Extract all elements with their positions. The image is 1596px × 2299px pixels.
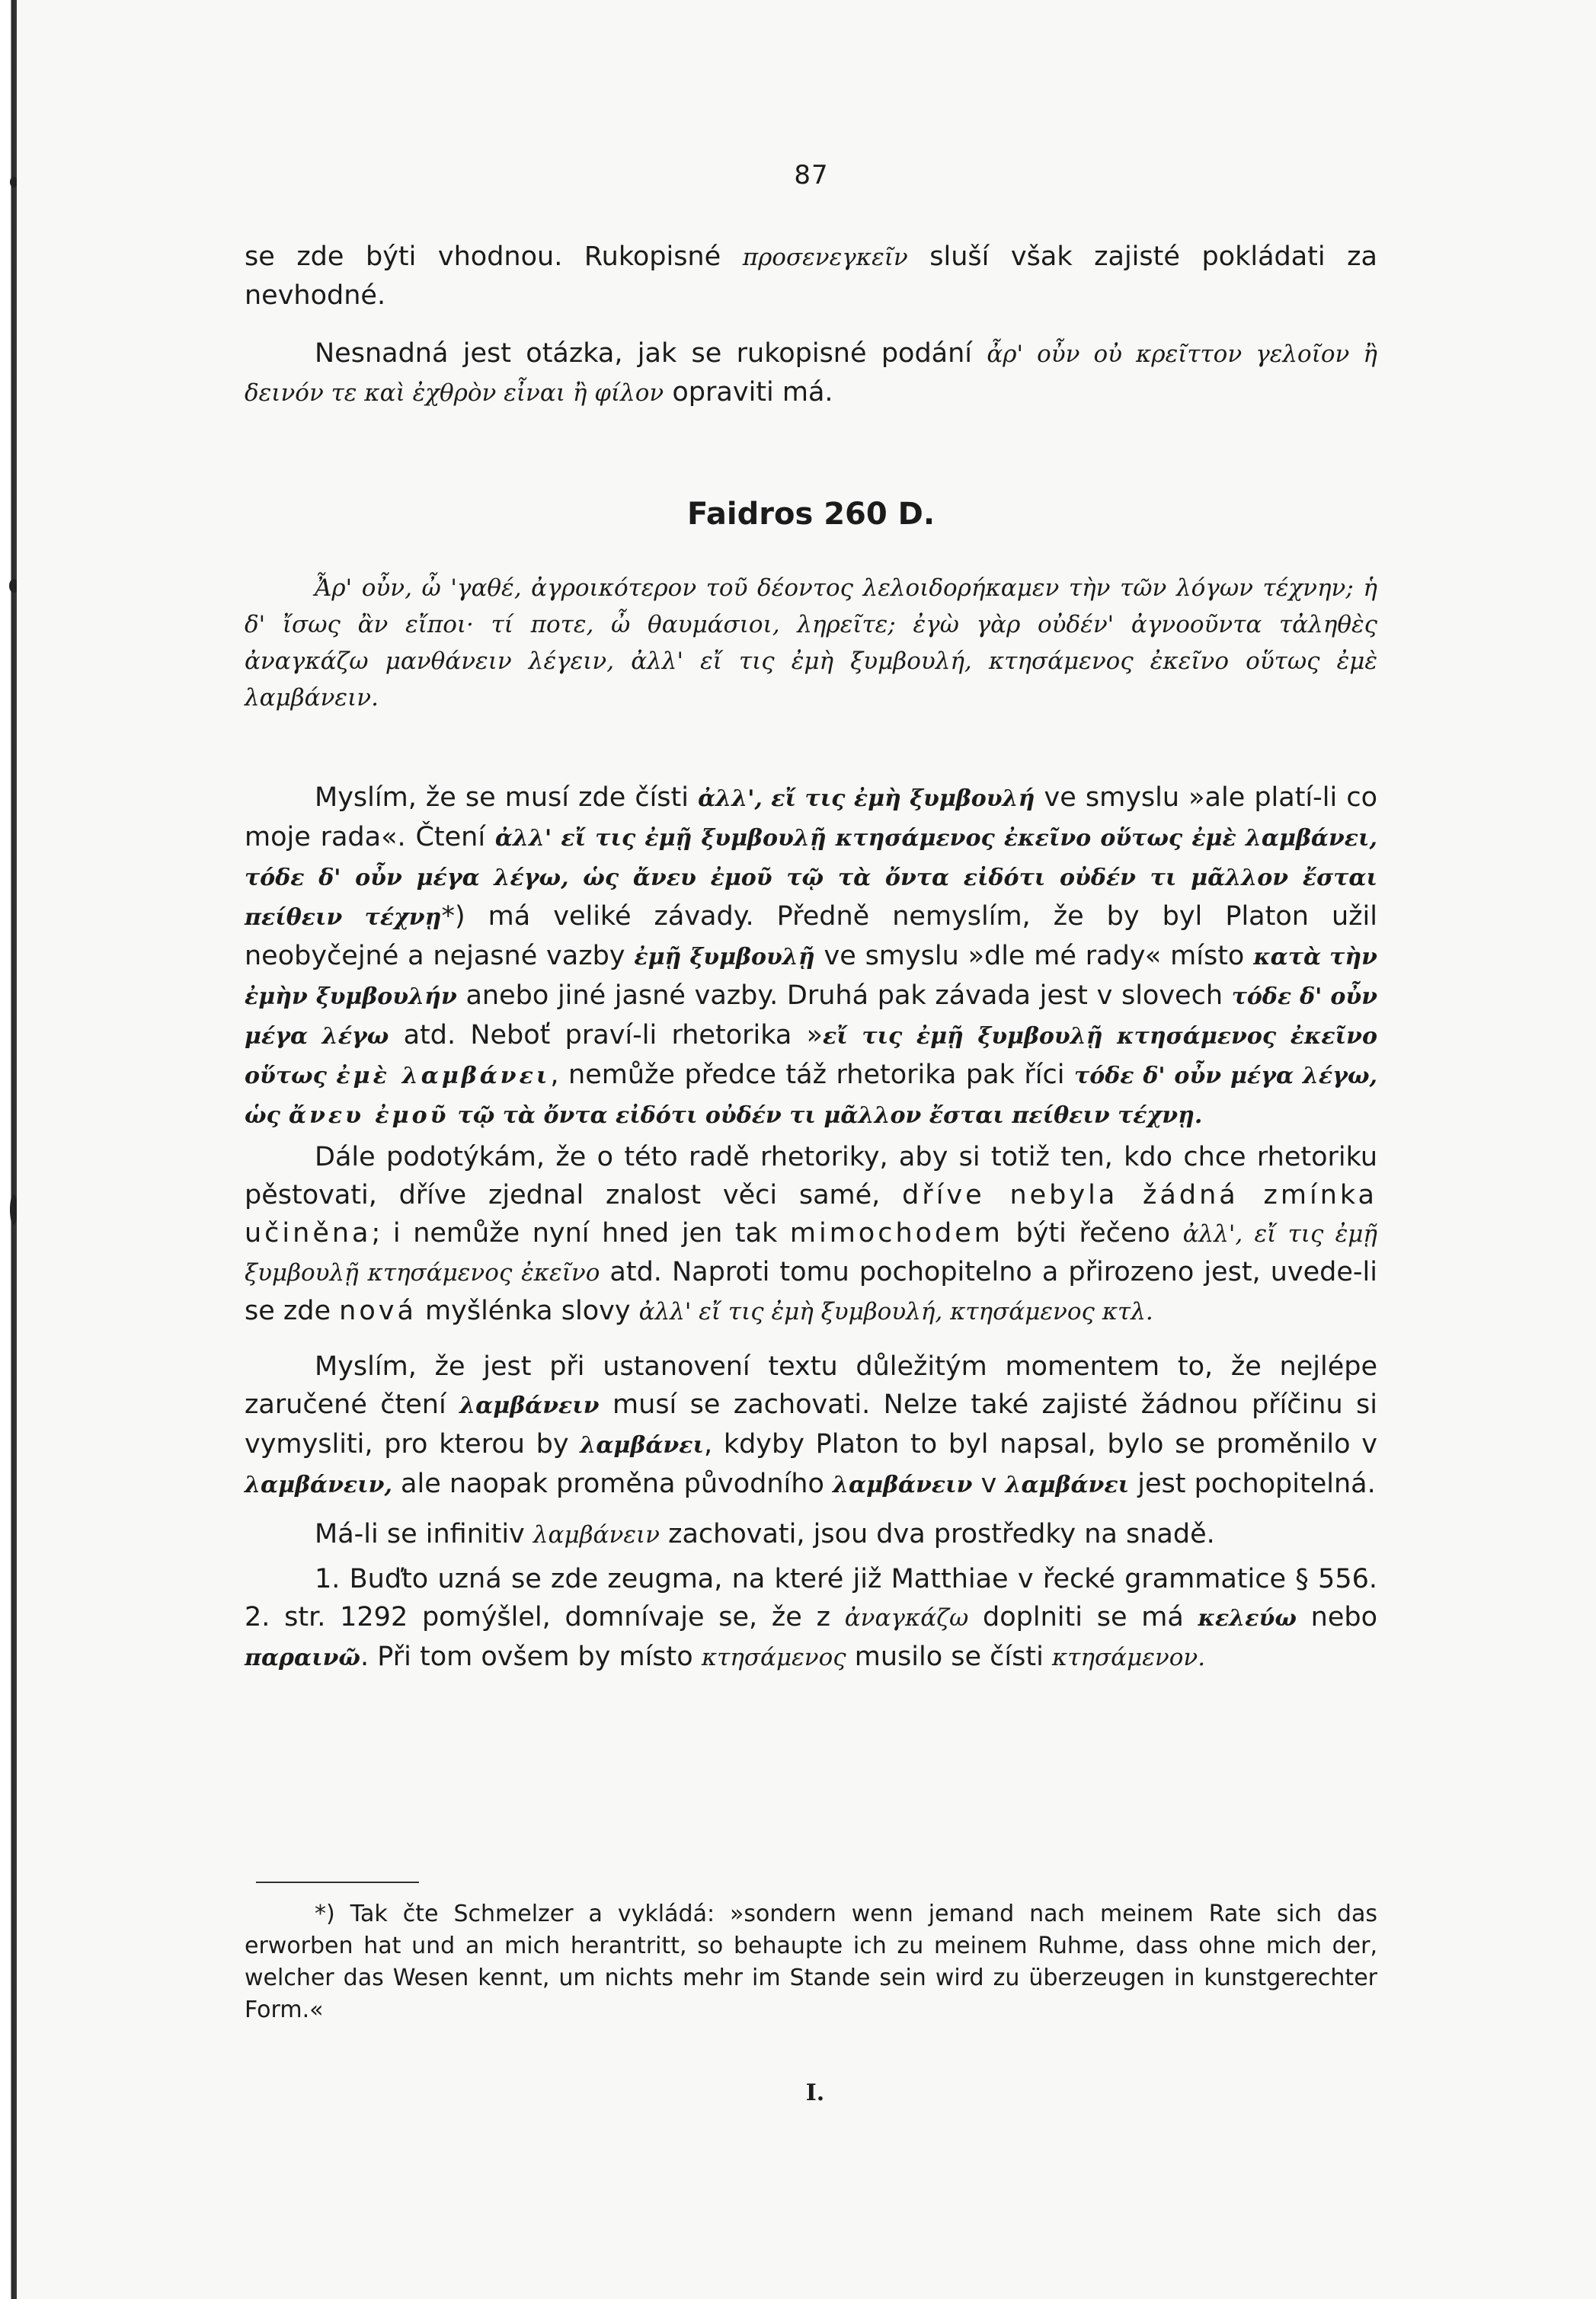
greek-phrase-spaced: ἐμὲ λαμβάνει [336, 1063, 551, 1089]
greek-phrase: ἀλλ', εἴ τις ἐμῇ ξυμβουλῇ κτησάμενος ἐκεῖνο [245, 1220, 1378, 1287]
text-run: opraviti má. [664, 377, 833, 408]
greek-phrase: ἐμῇ ξυμβουλῇ [634, 944, 815, 970]
text-run: . Při tom ovšem by místo [360, 1642, 702, 1672]
text-run: musí se zachovati. Nelze také zajisté žádnou příčinu si vymysliti, pro kterou by [245, 1389, 1377, 1460]
greek-phrase-spaced: ἄνευ ἐμοῦ [288, 1102, 449, 1129]
text-run: anebo jiné jasné vazby. Druhá pak závada jest v slovech [456, 980, 1232, 1011]
greek-phrase: τόδε δ' οὖν μέγα λέγω [245, 983, 1378, 1050]
paragraph [245, 238, 1377, 315]
greek-phrase: ἆρ' οὖν οὐ κρεῖττον γελοῖον ἢ δεινόν τε καὶ ἐχθρὸν εἶναι ἢ φίλον [245, 341, 1377, 407]
emphasis-spaced: dříve nebyla žádná zmínka učiněna [245, 1180, 1377, 1249]
text-run: myšlénka slovy [416, 1296, 639, 1326]
greek-phrase: ἀλλ', εἴ τις ἐμὴ ξυμβουλή [698, 785, 1035, 812]
greek-phrase: λαμβάνει [580, 1432, 704, 1459]
text-run: Nesnadná jest otázka, jak se rukopisné podání [315, 338, 987, 369]
body-text [245, 779, 1377, 1677]
greek-quotation [245, 570, 1377, 716]
greek-phrase: κελεύω [1198, 1605, 1297, 1632]
text-run: jest pochopitelná. [1129, 1469, 1376, 1499]
emphasis-spaced: nová [339, 1296, 417, 1326]
footnote-text: *) Tak čte Schmelzer a vykládá: »sondern wenn jemand nach meinem Rate sich das erworben hat und an mich herantritt, so behaupte ich zu meinem Ruhme, dass ohne mich der, welcher das Wesen kennt, um nichts mehr im Stande sein wird zu überzeugen in kunstgerechter Form.« [245, 1901, 1377, 2023]
greek-phrase: λαμβάνειν, [245, 1472, 392, 1498]
text-run: zachovati, jsou dva prostředky na snadě. [659, 1519, 1215, 1549]
text-run: , kdyby Platon to byl napsal, bylo se proměnilo v [703, 1429, 1377, 1460]
text-run: 1. Buďto uzná se zde zeugma, na které již Matthiae v řecké grammatice § 556. 2. str. 1292 pomýšlel, domnívaje se, že z [245, 1564, 1377, 1632]
paragraph [245, 1138, 1377, 1331]
text-run: atd. Naproti tomu pochopitelno a přirozeno jest, uvede-li se zde [245, 1257, 1377, 1326]
text-run: doplniti se má [968, 1602, 1198, 1632]
text-run: nebo [1296, 1602, 1377, 1632]
text-run: ve smyslu »ale platí-li co moje rada«. Čtení [245, 782, 1377, 852]
signature-mark: I. [805, 2080, 825, 2106]
text-run: sluší však zajisté pokládati za nevhodné. [245, 241, 1377, 311]
greek-phrase: ἀναγκάζω [844, 1604, 969, 1632]
greek-phrase: λαμβάνειν [833, 1472, 973, 1498]
paragraph [245, 779, 1377, 1135]
paragraph [245, 334, 1377, 412]
greek-phrase: παραινῶ [245, 1645, 360, 1671]
footnote [245, 1898, 1377, 2026]
text-run: ve smyslu »dle mé rady« místo [814, 941, 1254, 971]
text-run: Myslím, že jest při ustanovení textu důležitým momentem to, že nejlépe zaručené čtení [245, 1351, 1377, 1420]
text-run: atd. Neboť praví-li rhetorika » [389, 1020, 823, 1050]
greek-phrase: κατὰ τὴν ἐμὴν ξυμβουλήν [245, 944, 1377, 1010]
text-run: v [972, 1469, 1006, 1499]
greek-phrase: εἴ τις ἐμῇ ξυμβουλῇ κτησάμενος ἐκεῖνο οὕτως [245, 1023, 1378, 1089]
quotation-text: Ἆρ' οὖν, ὦ 'γαθέ, ἀγροικότερον τοῦ δέοντος λελοιδορήκαμεν τὴν τῶν λόγων τέχνην; ἡ δ' ἴσως ἂν εἴποι· τί ποτε, ὦ θαυμάσιοι, ληρεῖτε; ἐγὼ γὰρ οὐδέν' ἀγνοοῦντα τἀληθὲς ἀναγκάζω μανθάνειν λέγειν, ἀλλ' εἴ τις ἐμὴ ξυμβουλή, κτησάμενος ἐκεῖνο οὕτως ἐμὲ λαμβάνειν. [245, 574, 1377, 711]
text-run: Myslím, že se musí zde čísti [315, 782, 699, 813]
greek-phrase: κτησάμενος [701, 1644, 846, 1671]
greek-phrase: κτησάμενον. [1051, 1644, 1206, 1671]
text-run: Dále podotýkám, že o této radě rhetoriky, aby si totiž ten, kdo chce rhetoriku pěstovati, dříve zjednal znalost věci samé, [245, 1142, 1377, 1210]
text-run: ; i nemůže nyní hned jen tak [371, 1218, 790, 1249]
greek-phrase: λαμβάνει [1005, 1472, 1130, 1498]
footnote-divider [256, 1882, 419, 1883]
greek-phrase: ἀλλ' εἴ τις ἐμὴ ξυμβουλή, κτησάμενος κτλ. [638, 1298, 1153, 1325]
greek-phrase: λαμβάνειν [459, 1393, 600, 1419]
greek-phrase: λαμβάνειν [533, 1521, 660, 1549]
greek-phrase: ἀλλ' εἴ τις ἐμῇ ξυμβουλῇ κτησάμενος ἐκεῖνο οὕτως ἐμὲ λαμβάνει, τόδε δ' οὖν μέγα λέγω, ὡς ἄνευ ἐμοῦ τῷ τὰ ὄντα εἰδότι οὐδέν τι μᾶλλον ἔσται πείθειν τέχνῃ [245, 825, 1377, 931]
text-run: ale naopak proměna původního [392, 1469, 833, 1499]
text-run: musilo se čísti [846, 1642, 1052, 1672]
paragraph [245, 1560, 1377, 1677]
emphasis-spaced: mimochodem [789, 1218, 1003, 1249]
paragraph [245, 1515, 1377, 1554]
greek-phrase: προσενεγκεῖν [742, 244, 908, 271]
text-run: *) má veliké závady. Předně nemyslím, že by byl Platon užil neobyčejné a nejasné vazby [245, 901, 1377, 971]
text-run: Má-li se infinitiv [315, 1519, 533, 1549]
paragraph [245, 1348, 1377, 1504]
greek-phrase: τῷ τὰ ὄντα εἰδότι οὐδέν τι μᾶλλον ἔσται πείθειν τέχνῃ. [457, 1102, 1203, 1129]
section-heading: Faidros 260 D. [686, 497, 936, 532]
intro-text [245, 238, 1377, 412]
page-number: 87 [794, 160, 829, 190]
greek-phrase: τόδε δ' οὖν μέγα λέγω, ὡς [245, 1063, 1377, 1129]
text-run: se zde býti vhodnou. Rukopisné [245, 241, 743, 272]
text-run: býti řečeno [1003, 1218, 1183, 1249]
text-run: , nemůže předce táž rhetorika pak říci [550, 1060, 1075, 1090]
